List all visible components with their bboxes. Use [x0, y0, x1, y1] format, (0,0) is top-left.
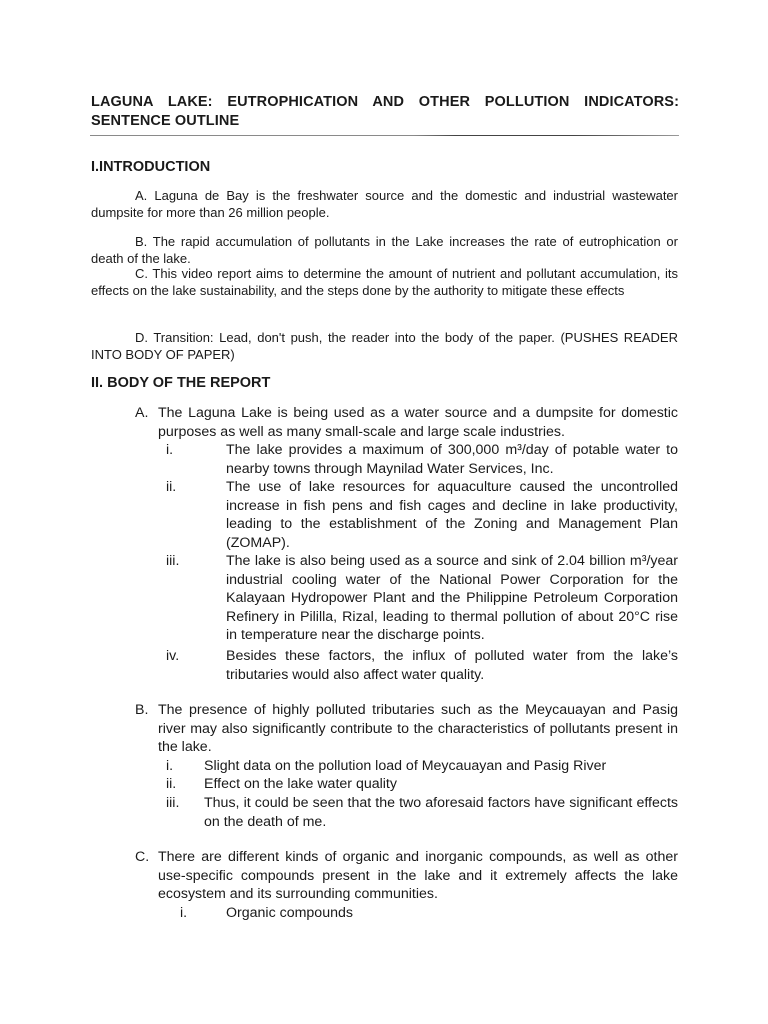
subitem-marker: i.	[166, 442, 174, 458]
intro-paragraph-a: A. Laguna de Bay is the freshwater source and the domestic and industrial wastewater dumpsite for more than 26 million people.	[91, 188, 678, 220]
outline-item-text: The Laguna Lake is being used as a water source and a dumpsite for domestic purposes as well as many small-scale and large scale industries.	[158, 405, 678, 440]
subitem-marker: iii.	[166, 795, 180, 811]
subitem-marker: iv.	[166, 648, 180, 664]
subitem-text: Thus, it could be seen that the two aforesaid factors have significant effects on the death of me.	[204, 795, 678, 830]
subitem-marker: ii.	[166, 479, 177, 495]
outline-marker: A.	[135, 405, 149, 421]
subitem-text: The lake is also being used as a source and sink of 2.04 billion m³/year industrial cooling water of the National Power Corporation for the Kalayaan Hydropower Plant and the Philippine Petroleum Corporation Refinery in Pililla, Rizal, leading to thermal pollution of about 20°C rise in temperature near the discharge points.	[226, 553, 678, 643]
outline-item-text: The presence of highly polluted tributaries such as the Meycauayan and Pasig river may also significantly contribute to the characteristics of pollutants present in the lake.	[158, 702, 678, 755]
outline-marker: B.	[135, 702, 149, 718]
outline-item-text: There are different kinds of organic and inorganic compounds, as well as other use-specific compounds present in the lake and it extremely affects the lake ecosystem and its surrounding communities.	[158, 849, 678, 902]
section-heading-introduction: I.INTRODUCTION	[91, 159, 211, 175]
subitem-text: Effect on the lake water quality	[204, 776, 397, 792]
document-title: LAGUNA LAKE: EUTROPHICATION AND OTHER POLLUTION INDICATORS: SENTENCE OUTLINE	[91, 94, 679, 129]
intro-paragraph-c: C. This video report aims to determine the amount of nutrient and pollutant accumulation, its effects on the lake sustainability, and the steps done by the authority to mitigate these effects	[91, 266, 678, 298]
subitem-marker: i.	[166, 758, 174, 774]
intro-paragraph-d: D. Transition: Lead, don't push, the reader into the body of the paper. (PUSHES READER INTO BODY OF PAPER)	[91, 330, 678, 362]
outline-marker: C.	[135, 849, 150, 865]
subitem-marker: iii.	[166, 553, 180, 569]
subitem-text: Slight data on the pollution load of Meycauayan and Pasig River	[204, 758, 607, 774]
subitem-text: The use of lake resources for aquaculture caused the uncontrolled increase in fish pens and fish cages and decline in lake productivity, leading to the establishment of the Zoning and Management Plan (ZOMAP).	[226, 479, 678, 551]
subitem-text: Organic compounds	[226, 905, 353, 921]
subitem-marker: i.	[180, 905, 188, 921]
title-underline	[90, 135, 679, 136]
subitem-marker: ii.	[166, 776, 177, 792]
intro-paragraph-b: B. The rapid accumulation of pollutants in the Lake increases the rate of eutrophication or death of the lake.	[91, 234, 678, 266]
subitem-text: Besides these factors, the influx of polluted water from the lake’s tributaries would also affect water quality.	[226, 648, 678, 683]
section-heading-body: II. BODY OF THE REPORT	[91, 375, 271, 391]
subitem-text: The lake provides a maximum of 300,000 m³/day of potable water to nearby towns through Maynilad Water Services, Inc.	[226, 442, 678, 477]
